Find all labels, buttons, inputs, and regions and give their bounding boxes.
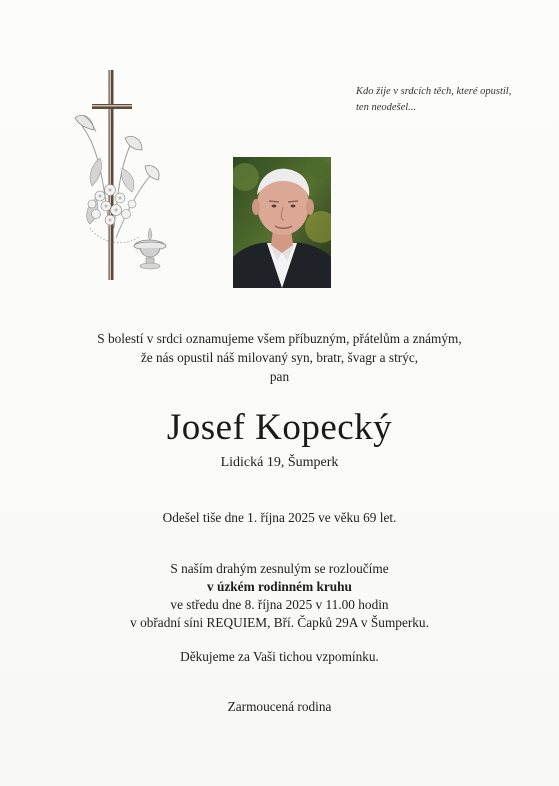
quote-line-2: ten neodešel... <box>356 102 417 113</box>
announcement-line-1: S bolestí v srdci oznamujeme všem příbuzným, přátelům a známým, <box>97 331 462 346</box>
announcement-line-3: pan <box>269 369 290 384</box>
signature: Zarmoucená rodina <box>227 699 332 714</box>
deceased-address: Lidická 19, Šumperk <box>220 455 339 470</box>
cross-with-lilies-icon <box>70 68 180 283</box>
deceased-name: Josef Kopecký <box>166 407 393 448</box>
farewell-line-1: S naším drahým zesnulým se rozloučíme <box>170 561 389 576</box>
portrait-photo <box>233 157 331 288</box>
memorial-quote <box>356 84 536 116</box>
quote-line-1: Kdo žije v srdcích těch, které opustil, <box>356 86 512 97</box>
thanks-line: Děkujeme za Vaši tichou vzpomínku. <box>180 649 379 664</box>
death-notice: Odešel tiše dne 1. října 2025 ve věku 69 let. <box>162 510 397 525</box>
farewell-line-2: v úzkém rodinném kruhu <box>207 579 352 594</box>
announcement-line-2: že nás opustil náš milovaný syn, bratr, švagr a strýc, <box>140 350 419 365</box>
farewell-line-3: ve středu dne 8. října 2025 v 11.00 hodin <box>170 597 389 612</box>
farewell-line-4: v obřadní síni REQUIEM, Bří. Čapků 29A v Šumperku. <box>130 615 429 630</box>
